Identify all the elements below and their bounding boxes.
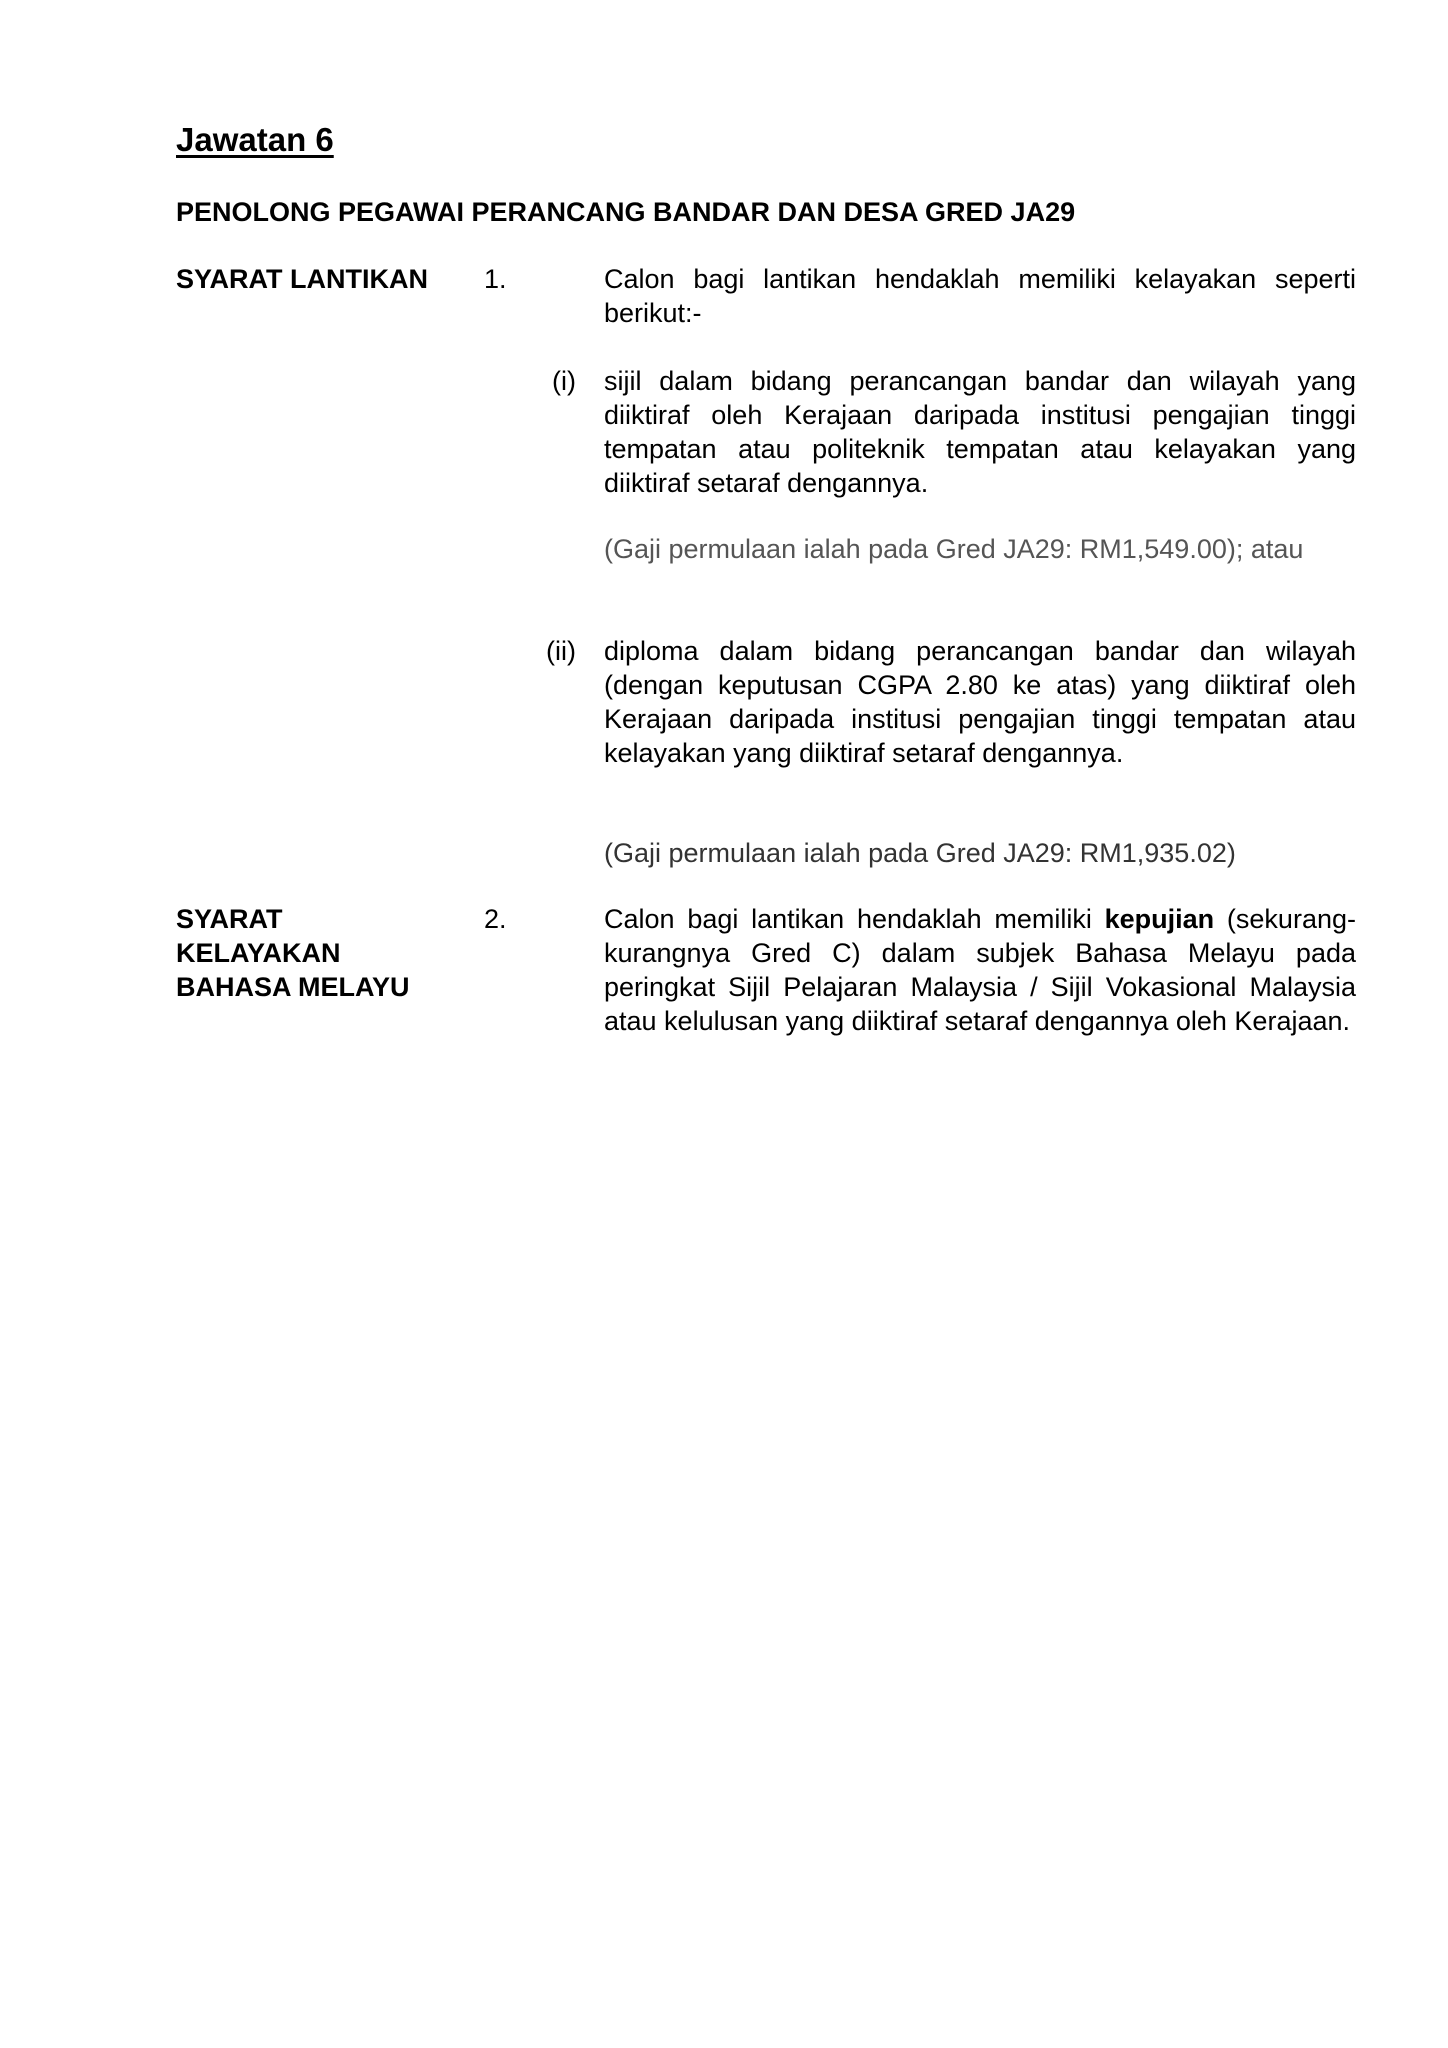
item-salary-ii: (Gaji permulaan ialah pada Gred JA29: RM1,935.02) xyxy=(604,838,1236,868)
section2-text: Calon bagi lantikan hendaklah memiliki kepujian (sekurang-kurangnya Gred C) dalam subjek Bahasa Melayu pada peringkat Sijil Pelajaran Malaysia / Sijil Vokasional Malaysia atau kelulusan yang diiktiraf setaraf dengannya oleh Kerajaan. xyxy=(604,904,1356,1036)
item-text-ii: diploma dalam bidang perancangan bandar dan wilayah (dengan keputusan CGPA 2.80 ke atas) yang diiktiraf oleh Kerajaan daripada institusi pengajian tinggi tempatan atau kelayakan yang diiktiraf setaraf dengannya. xyxy=(604,636,1356,768)
bold-kepujian: kepujian xyxy=(1104,904,1215,934)
item-text-i: sijil dalam bidang perancangan bandar dan wilayah yang diiktiraf oleh Kerajaan daripada institusi pengajian tinggi tempatan atau politeknik tempatan atau kelayakan yang diiktiraf setaraf dengannya. xyxy=(604,366,1356,498)
section-label-syarat-lantikan: SYARAT LANTIKAN xyxy=(176,264,429,294)
section1-intro: Calon bagi lantikan hendaklah memiliki kelayakan seperti berikut:- xyxy=(604,264,1356,328)
document-title: Jawatan 6 xyxy=(176,121,334,158)
item-salary-i: (Gaji permulaan ialah pada Gred JA29: RM1,549.00); atau xyxy=(604,534,1304,564)
section2-label-line-1: SYARAT xyxy=(176,904,283,934)
item-marker-ii: (ii) xyxy=(546,636,576,666)
section-number-1: 1. xyxy=(484,264,507,294)
section2-label-line-3: BAHASA MELAYU xyxy=(176,972,410,1002)
section-number-2: 2. xyxy=(484,904,507,934)
section-label-syarat-kelayakan-bahasa-melayu xyxy=(176,902,410,1004)
item-marker-i: (i) xyxy=(552,366,576,396)
section2-label-line-2: KELAYAKAN xyxy=(176,938,341,968)
post-heading: PENOLONG PEGAWAI PERANCANG BANDAR DAN DESA GRED JA29 xyxy=(176,197,1076,227)
